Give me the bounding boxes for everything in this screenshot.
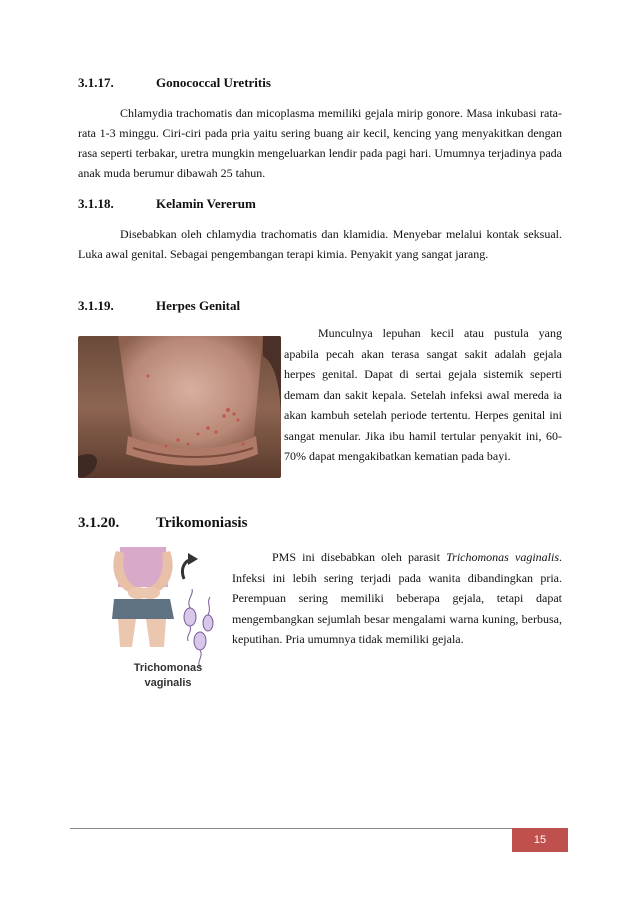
section-heading-3-1-18 — [78, 196, 256, 212]
section-body-3-1-17 — [78, 103, 562, 183]
paragraph-text: Munculnya lepuhan kecil atau pustula yang apabila pecah akan terasa sangat sakit adalah gejala herpes genital. Dapat di sertai gejala sistemik seperti demam dan sakit kepala. Setelah infeksi awal mereda ia akan kambuh setelah periode tertentu. Herpes genital ini sangat menular. Jika ibu hamil tertular penyakit ini, 60-70% dapat mengakibatkan kematian pada bayi. — [284, 326, 562, 463]
section-title: Gonococcal Uretritis — [156, 75, 271, 90]
section-title: Kelamin Vererum — [156, 196, 256, 211]
section-title: Trikomoniasis — [156, 515, 248, 531]
section-number: 3.1.17. — [78, 75, 114, 90]
illustration-caption-line2: vaginalis — [144, 677, 192, 689]
herpes-photo — [78, 336, 281, 478]
section-heading-3-1-19 — [78, 298, 240, 314]
page-number-badge — [512, 828, 568, 852]
section-body-3-1-18 — [78, 224, 562, 264]
section-title: Herpes Genital — [156, 298, 241, 313]
section-body-3-1-20 — [232, 547, 562, 650]
section-heading-3-1-20 — [78, 515, 247, 532]
section-number: 3.1.19. — [78, 298, 114, 313]
section-body-3-1-19 — [284, 323, 562, 467]
paragraph-text: Disebabkan oleh chlamydia trachomatis dan klamidia. Menyebar melalui kontak seksual. Luka awal genital. Sebagai pengembangan terapi kimia. Penyakit yang sangat jarang. — [78, 227, 562, 261]
section-number: 3.1.20. — [78, 515, 120, 531]
illustration-caption-line1: Trichomonas — [133, 662, 203, 674]
page-number: 15 — [533, 834, 547, 846]
paragraph-text-after: . Infeksi ini lebih sering terjadi pada wanita dibandingkan pria. Perempuan sering memiliki beberapa gejala, tetapi dapat mengembangkan sejumlah besar mengalami warna kuning, berbusa, keputihan. Pria umumnya tidak memiliki gejala. — [232, 550, 562, 646]
trichomonas-illustration — [108, 547, 226, 693]
section-heading-3-1-17 — [78, 75, 271, 91]
paragraph-text-before: PMS ini disebabkan oleh parasit — [272, 550, 440, 564]
footer-divider — [70, 828, 568, 829]
species-name: Trichomonas vaginalis — [446, 550, 559, 564]
section-number: 3.1.18. — [78, 196, 114, 211]
paragraph-text: Chlamydia trachomatis dan micoplasma memiliki gejala mirip gonore. Masa inkubasi rata-rata 1-3 minggu. Ciri-ciri pada pria yaitu sering buang air kecil, kencing yang menyakitkan dengan rasa seperti terbakar, uretra mungkin mengeluarkan lendir pada pagi hari. Umumnya terjadinya pada anak muda berumur dibawah 25 tahun. — [78, 106, 562, 180]
